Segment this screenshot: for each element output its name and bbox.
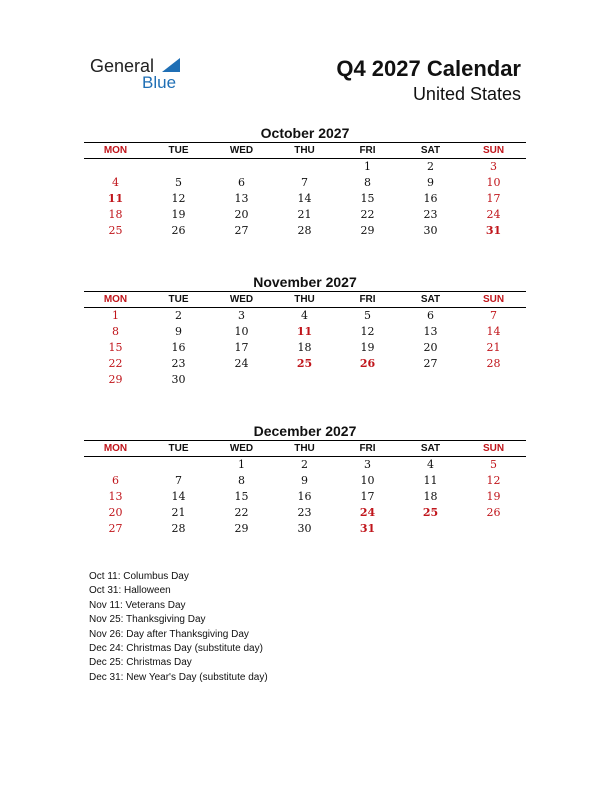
holiday-item: Dec 25: Christmas Day xyxy=(89,657,192,669)
day-cell xyxy=(210,372,273,388)
weekday-header-wed: WED xyxy=(229,145,254,156)
day-cell: 19 xyxy=(171,208,186,221)
weekday-header-thu: THU xyxy=(294,145,315,156)
day-cell: 20 xyxy=(423,341,438,354)
day-cell: 6 xyxy=(112,474,119,487)
day-cell: 12 xyxy=(360,325,375,338)
day-cell: 16 xyxy=(171,341,186,354)
weekday-header-tue: TUE xyxy=(168,145,189,156)
day-cell: 17 xyxy=(486,192,501,205)
week-row xyxy=(84,191,526,207)
day-cell: 7 xyxy=(490,309,497,322)
day-cell xyxy=(336,372,399,388)
day-cell: 9 xyxy=(301,474,308,487)
week-row xyxy=(84,372,526,388)
day-cell: 5 xyxy=(175,176,182,189)
day-cell: 15 xyxy=(234,490,249,503)
week-row xyxy=(84,473,526,489)
weekday-header-row xyxy=(84,441,526,456)
day-cell: 21 xyxy=(297,208,312,221)
weekday-header-sun: SUN xyxy=(482,145,505,156)
weekday-header-thu: THU xyxy=(294,443,315,454)
week-row xyxy=(84,457,526,473)
day-cell: 12 xyxy=(486,474,501,487)
day-cell xyxy=(399,521,462,537)
day-cell: 9 xyxy=(175,325,182,338)
weekday-header-thu: THU xyxy=(294,294,315,305)
day-cell: 20 xyxy=(234,208,249,221)
day-cell xyxy=(273,372,336,388)
day-cell: 20 xyxy=(108,506,123,519)
day-cell: 29 xyxy=(108,373,123,386)
day-cell: 3 xyxy=(364,458,371,471)
day-cell: 9 xyxy=(427,176,434,189)
weekday-header-wed: WED xyxy=(229,294,254,305)
month-november xyxy=(84,273,526,388)
holiday-item: Dec 31: New Year's Day (substitute day) xyxy=(89,671,268,683)
day-cell: 18 xyxy=(423,490,438,503)
day-cell: 10 xyxy=(486,176,501,189)
holiday-day-cell: 25 xyxy=(296,357,313,370)
day-cell: 13 xyxy=(234,192,249,205)
weekday-header-sun: SUN xyxy=(482,294,505,305)
day-cell: 3 xyxy=(238,309,245,322)
day-cell: 27 xyxy=(108,522,123,535)
day-cell: 16 xyxy=(423,192,438,205)
day-cell: 28 xyxy=(486,357,501,370)
day-cell: 24 xyxy=(234,357,249,370)
day-cell: 4 xyxy=(427,458,434,471)
day-cell: 27 xyxy=(423,357,438,370)
day-cell xyxy=(84,457,147,473)
generalblue-logo xyxy=(90,56,190,96)
day-cell: 26 xyxy=(486,506,501,519)
country-subtitle: United States xyxy=(412,84,521,104)
holiday-day-cell: 31 xyxy=(485,224,502,237)
weekday-header-sun: SUN xyxy=(482,443,505,454)
month-title: October 2027 xyxy=(260,125,350,141)
day-cell xyxy=(462,372,525,388)
holiday-item: Nov 11: Veterans Day xyxy=(89,599,186,611)
day-cell: 19 xyxy=(360,341,375,354)
holiday-list xyxy=(89,570,268,685)
weekday-header-sat: SAT xyxy=(420,294,441,305)
day-cell: 8 xyxy=(112,325,119,338)
holiday-item: Nov 26: Day after Thanksgiving Day xyxy=(89,628,249,640)
day-cell: 30 xyxy=(297,522,312,535)
weekday-header-row xyxy=(84,292,526,307)
month-december xyxy=(84,422,526,537)
day-cell xyxy=(273,159,336,175)
day-cell: 19 xyxy=(486,490,501,503)
week-row xyxy=(84,340,526,356)
day-cell: 2 xyxy=(175,309,182,322)
day-cell: 25 xyxy=(108,224,123,237)
day-cell: 14 xyxy=(171,490,186,503)
day-cell: 21 xyxy=(171,506,186,519)
day-cell: 11 xyxy=(423,474,438,487)
weekday-header-tue: TUE xyxy=(168,294,189,305)
weekday-header-tue: TUE xyxy=(168,443,189,454)
holiday-day-cell: 25 xyxy=(422,506,439,519)
day-cell: 5 xyxy=(490,458,497,471)
day-cell: 15 xyxy=(360,192,375,205)
week-row xyxy=(84,308,526,324)
day-cell: 6 xyxy=(427,309,434,322)
holiday-day-cell: 24 xyxy=(359,506,376,519)
day-cell: 24 xyxy=(486,208,501,221)
holiday-day-cell: 31 xyxy=(359,522,376,535)
day-cell: 1 xyxy=(238,458,245,471)
weekday-header-mon: MON xyxy=(103,443,128,454)
day-cell: 7 xyxy=(301,176,308,189)
day-cell: 22 xyxy=(108,357,123,370)
day-cell xyxy=(399,372,462,388)
holiday-day-cell: 11 xyxy=(107,192,124,205)
day-cell: 18 xyxy=(297,341,312,354)
day-cell xyxy=(210,159,273,175)
month-title: November 2027 xyxy=(253,274,357,290)
weekday-header-fri: FRI xyxy=(359,294,376,305)
day-cell: 27 xyxy=(234,224,249,237)
day-cell: 23 xyxy=(423,208,438,221)
day-cell xyxy=(147,457,210,473)
weekday-header-sat: SAT xyxy=(420,443,441,454)
day-cell: 8 xyxy=(238,474,245,487)
weekday-header-wed: WED xyxy=(229,443,254,454)
week-row xyxy=(84,223,526,239)
weekday-header-fri: FRI xyxy=(359,145,376,156)
week-row xyxy=(84,175,526,191)
day-cell: 17 xyxy=(360,490,375,503)
week-row xyxy=(84,521,526,537)
day-cell: 5 xyxy=(364,309,371,322)
day-cell: 29 xyxy=(234,522,249,535)
day-cell: 14 xyxy=(297,192,312,205)
page-title: Q4 2027 Calendar xyxy=(336,56,521,81)
day-cell: 1 xyxy=(112,309,119,322)
day-cell: 28 xyxy=(171,522,186,535)
month-october xyxy=(84,124,526,239)
day-cell xyxy=(84,159,147,175)
day-cell: 1 xyxy=(364,160,371,173)
day-cell xyxy=(462,521,525,537)
day-cell: 10 xyxy=(360,474,375,487)
week-row xyxy=(84,505,526,521)
day-cell: 16 xyxy=(297,490,312,503)
day-cell: 13 xyxy=(423,325,438,338)
day-cell: 2 xyxy=(427,160,434,173)
weekday-header-sat: SAT xyxy=(420,145,441,156)
week-row xyxy=(84,159,526,175)
week-row xyxy=(84,324,526,340)
weekday-header-row xyxy=(84,143,526,158)
day-cell: 22 xyxy=(234,506,249,519)
day-cell: 13 xyxy=(108,490,123,503)
holiday-day-cell: 26 xyxy=(359,357,376,370)
logo-text-general: General xyxy=(90,56,155,76)
week-row xyxy=(84,356,526,372)
day-cell: 30 xyxy=(171,373,186,386)
day-cell: 22 xyxy=(360,208,375,221)
day-cell: 15 xyxy=(108,341,123,354)
holiday-item: Nov 25: Thanksgiving Day xyxy=(89,614,206,626)
day-cell: 28 xyxy=(297,224,312,237)
day-cell: 18 xyxy=(108,208,123,221)
day-cell xyxy=(147,159,210,175)
day-cell: 23 xyxy=(171,357,186,370)
month-title: December 2027 xyxy=(253,423,357,439)
day-cell: 4 xyxy=(301,309,308,322)
weekday-header-mon: MON xyxy=(103,294,128,305)
weekday-header-fri: FRI xyxy=(359,443,376,454)
week-row xyxy=(84,489,526,505)
holiday-day-cell: 11 xyxy=(296,325,313,338)
day-cell: 26 xyxy=(171,224,186,237)
day-cell: 3 xyxy=(490,160,497,173)
day-cell: 14 xyxy=(486,325,501,338)
holiday-item: Dec 24: Christmas Day (substitute day) xyxy=(89,643,263,655)
day-cell: 6 xyxy=(238,176,245,189)
day-cell: 21 xyxy=(486,341,501,354)
holiday-item: Oct 11: Columbus Day xyxy=(89,571,189,582)
week-row xyxy=(84,207,526,223)
day-cell: 7 xyxy=(175,474,182,487)
day-cell: 17 xyxy=(234,341,249,354)
day-cell: 12 xyxy=(171,192,186,205)
day-cell: 10 xyxy=(234,325,249,338)
day-cell: 8 xyxy=(364,176,371,189)
day-cell: 23 xyxy=(297,506,312,519)
day-cell: 4 xyxy=(112,176,119,189)
weekday-header-mon: MON xyxy=(103,145,128,156)
logo-text-blue: Blue xyxy=(142,73,177,92)
holiday-item: Oct 31: Halloween xyxy=(89,585,171,597)
logo-triangle-icon xyxy=(162,58,180,72)
day-cell: 2 xyxy=(301,458,308,471)
day-cell: 29 xyxy=(360,224,375,237)
day-cell: 30 xyxy=(423,224,438,237)
